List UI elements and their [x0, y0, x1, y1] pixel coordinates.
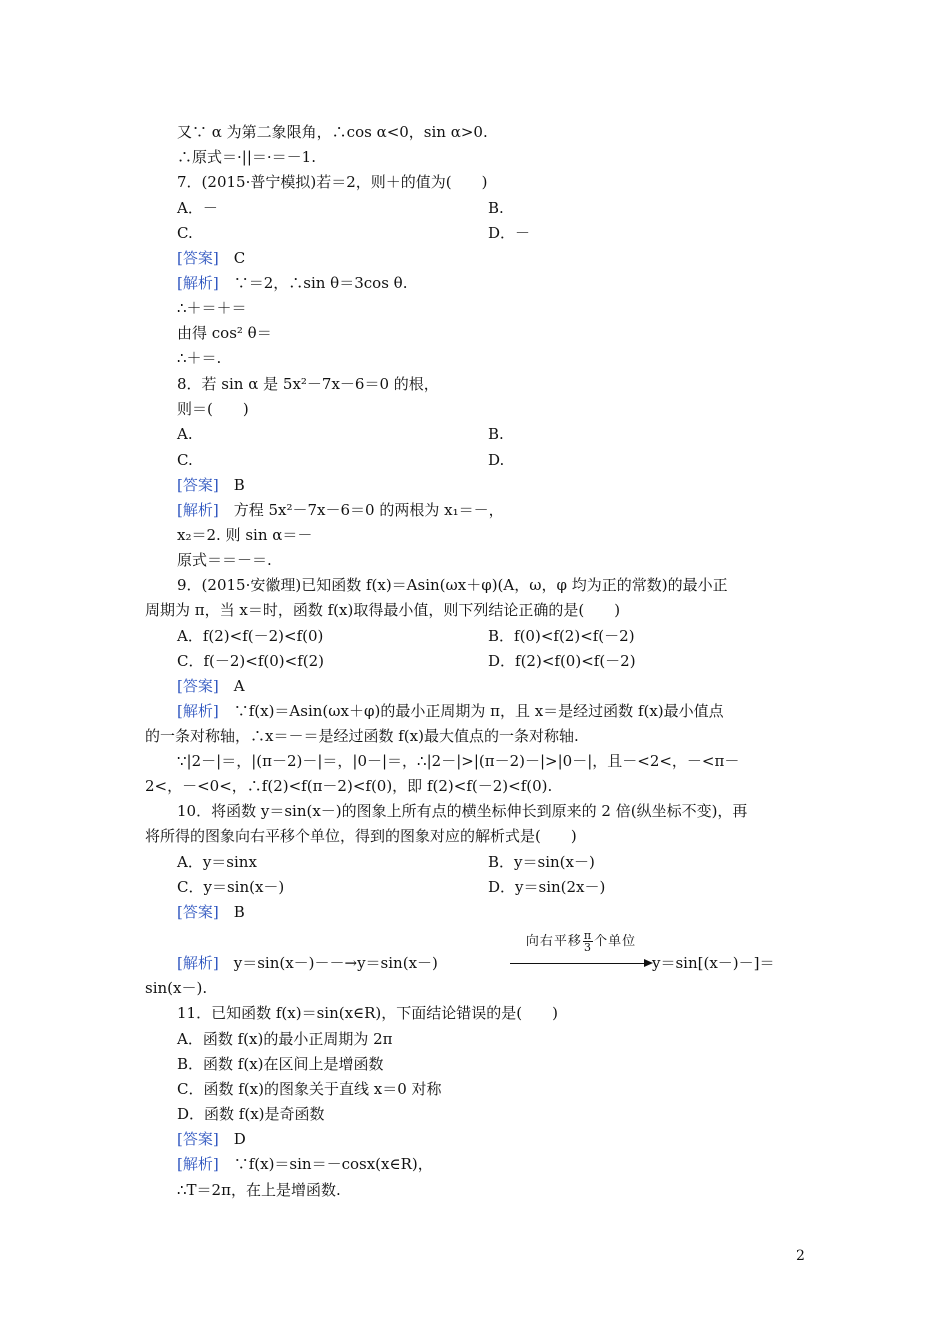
text-segment: 2<，－<0<，∴f(2)<f(π－2)<f(0)，即 f(2)<f(－2)<f(0). — [145, 777, 553, 795]
text-line — [488, 450, 504, 470]
text-line — [177, 575, 728, 595]
text-segment: 周期为 π，当 x＝时，函数 f(x)取得最小值，则下列结论正确的是( ) — [145, 601, 621, 619]
text-line — [177, 852, 257, 872]
text-line — [145, 600, 620, 620]
arrow-label-after: 个单位 — [594, 934, 637, 949]
arrow-label — [510, 930, 652, 953]
text-line — [177, 424, 193, 444]
text-line — [145, 826, 577, 846]
text-segment: C．f(－2)<f(0)<f(2) — [177, 652, 325, 670]
text-line — [177, 1129, 246, 1149]
text-segment: 9．(2015·安徽理)已知函数 f(x)＝Asin(ωx＋φ)(A，ω，φ 均为正的常数)的最小正 — [177, 576, 728, 594]
section-tag: [答案] — [177, 249, 219, 267]
text-line — [177, 348, 221, 368]
text-line — [177, 676, 245, 696]
text-line — [177, 147, 316, 167]
section-tag: [解析] — [177, 1155, 219, 1173]
text-line — [177, 374, 439, 394]
text-segment: B. — [488, 199, 504, 217]
text-segment: D — [218, 1130, 246, 1148]
text-segment: D．y＝sin(2x－) — [488, 878, 606, 896]
text-line — [177, 525, 312, 545]
text-segment: B．函数 f(x)在区间上是增函数 — [177, 1055, 384, 1073]
text-line — [177, 273, 407, 293]
text-line — [488, 198, 504, 218]
text-line — [488, 626, 635, 646]
text-segment: C. — [177, 451, 193, 469]
text-line — [177, 1054, 384, 1074]
text-segment: ∴T＝2π，在上是增函数. — [177, 1181, 341, 1199]
section-tag: [答案] — [177, 903, 219, 921]
text-line — [177, 172, 487, 192]
text-segment: 原式＝＝－＝. — [177, 551, 272, 569]
text-segment: B — [218, 903, 245, 921]
text-segment: A．f(2)<f(－2)<f(0) — [177, 627, 324, 645]
text-line — [177, 223, 193, 243]
text-segment: 将所得的图象向右平移个单位，得到的图象对应的解析式是( ) — [145, 827, 577, 845]
text-line — [177, 1180, 341, 1200]
text-segment: ∴＋＝＋＝ — [177, 299, 247, 317]
text-line — [488, 424, 504, 444]
text-segment: y＝sin[(x－)－]＝ — [652, 954, 775, 972]
section-tag: [解析] — [177, 954, 219, 972]
text-line — [652, 953, 775, 973]
text-line — [177, 1029, 393, 1049]
text-line — [177, 953, 438, 973]
text-segment: 又∵ α 为第二象限角，∴cos α<0，sin α>0. — [177, 123, 488, 141]
text-line — [488, 877, 605, 897]
text-line — [177, 248, 245, 268]
text-line — [177, 399, 249, 419]
text-segment: 方程 5x²－7x－6＝0 的两根为 x₁＝－， — [218, 501, 504, 519]
text-segment: 的一条对称轴，∴x＝－＝是经过函数 f(x)最大值点的一条对称轴. — [145, 727, 579, 745]
text-line — [177, 500, 504, 520]
text-line — [488, 651, 636, 671]
text-segment: A．－ — [177, 199, 218, 217]
text-segment: C．函数 f(x)的图象关于直线 x＝0 对称 — [177, 1080, 442, 1098]
text-segment: B．y＝sin(x－) — [488, 853, 595, 871]
text-line — [177, 1154, 433, 1174]
section-tag: [解析] — [177, 702, 219, 720]
text-segment: 8．若 sin α 是 5x²－7x－6＝0 的根， — [177, 375, 439, 393]
text-segment: 由得 cos² θ＝ — [177, 324, 272, 342]
text-line — [177, 651, 324, 671]
text-segment: ∵f(x)＝sin＝－cosx(x∈R)， — [218, 1155, 433, 1173]
fraction-numerator: π — [583, 929, 593, 942]
text-segment: x₂＝2. 则 sin α＝－ — [177, 526, 313, 544]
text-line — [488, 852, 595, 872]
text-line — [177, 877, 284, 897]
text-segment: ∴原式＝·||＝·＝－1. — [177, 148, 316, 166]
arrow-label-before: 向右平移 — [525, 934, 582, 949]
pi-over-three-fraction — [583, 930, 593, 953]
text-line — [145, 776, 552, 796]
arrow-head-icon — [644, 959, 653, 967]
text-segment: A — [218, 677, 245, 695]
page-number: 2 — [796, 1248, 805, 1264]
text-segment: A．函数 f(x)的最小正周期为 2π — [177, 1030, 393, 1048]
transform-arrow — [510, 930, 652, 966]
text-line — [177, 122, 488, 142]
text-line — [177, 1003, 558, 1023]
arrow-shaft — [510, 963, 646, 964]
text-segment: 10．将函数 y＝sin(x－)的图象上所有点的横坐标伸长到原来的 2 倍(纵坐标不变)，再 — [177, 802, 748, 820]
text-segment: D．f(2)<f(0)<f(－2) — [488, 652, 636, 670]
section-tag: [答案] — [177, 476, 219, 494]
text-segment: ∵＝2，∴sin θ＝3cos θ. — [218, 274, 408, 292]
text-segment: D. — [488, 451, 505, 469]
text-line — [177, 801, 747, 821]
fraction-denominator: 3 — [583, 941, 592, 954]
text-line — [177, 902, 245, 922]
text-segment: sin(x－). — [145, 979, 208, 997]
text-line — [177, 1079, 442, 1099]
section-tag: [解析] — [177, 274, 219, 292]
text-segment: B．f(0)<f(2)<f(－2) — [488, 627, 635, 645]
text-segment: A. — [177, 425, 193, 443]
text-segment: C．y＝sin(x－) — [177, 878, 285, 896]
text-line — [177, 1104, 325, 1124]
text-line — [177, 701, 724, 721]
text-segment: C — [218, 249, 246, 267]
text-segment: A．y＝sinx — [177, 853, 257, 871]
text-segment: 11．已知函数 f(x)＝sin(x∈R)，下面结论错误的是( ) — [177, 1004, 558, 1022]
text-segment: 则＝( ) — [177, 400, 249, 418]
text-line — [177, 475, 245, 495]
text-line — [177, 323, 272, 343]
text-segment: B — [218, 476, 245, 494]
text-segment: 7．(2015·普宁模拟)若＝2，则＋的值为( ) — [177, 173, 488, 191]
section-tag: [答案] — [177, 1130, 219, 1148]
section-tag: [答案] — [177, 677, 219, 695]
text-segment: D．函数 f(x)是奇函数 — [177, 1105, 325, 1123]
text-segment: C. — [177, 224, 193, 242]
text-segment: ∵f(x)＝Asin(ωx＋φ)的最小正周期为 π，且 x＝是经过函数 f(x)最小值点 — [218, 702, 724, 720]
text-line — [145, 978, 207, 998]
text-segment: y＝sin(x－)－－→y＝sin(x－) — [218, 954, 438, 972]
text-line — [177, 550, 272, 570]
text-line — [177, 198, 218, 218]
text-line — [177, 450, 193, 470]
text-line — [145, 726, 579, 746]
text-line — [177, 626, 323, 646]
text-segment: ∵|2－|＝，|(π－2)－|＝，|0－|＝，∴|2－|>|(π－2)－|>|0－|，且－<2<，－<π－ — [177, 752, 740, 770]
section-tag: [解析] — [177, 501, 219, 519]
text-line — [177, 751, 739, 771]
text-segment: B. — [488, 425, 504, 443]
text-segment: ∴＋＝. — [177, 349, 222, 367]
text-line — [488, 223, 530, 243]
text-line — [177, 298, 247, 318]
text-segment: D．－ — [488, 224, 531, 242]
